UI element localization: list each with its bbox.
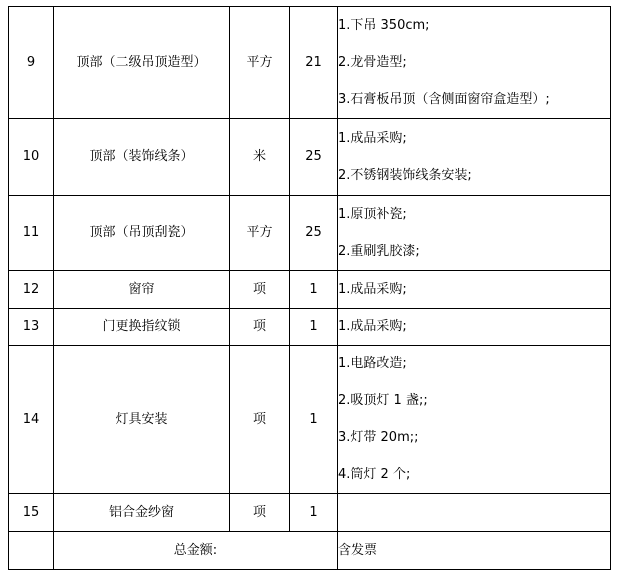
- description-line: 3.石膏板吊顶（含侧面窗帘盒造型）;: [338, 91, 550, 107]
- table-row: [9, 7, 611, 119]
- unit: 项: [230, 494, 290, 532]
- item-name: 窗帘: [54, 271, 230, 309]
- item-name: 顶部（装饰线条）: [54, 119, 230, 196]
- row-number: 9: [9, 7, 54, 119]
- quantity: 1: [290, 346, 338, 494]
- spacer: [338, 223, 610, 244]
- description-line: 2.龙骨造型;: [338, 54, 407, 70]
- spacer: [338, 147, 610, 168]
- spacer: [338, 372, 610, 393]
- description-line: 1.电路改造;: [338, 356, 407, 371]
- description-line: 1.下吊 350cm;: [338, 17, 430, 33]
- table-row: [9, 196, 611, 271]
- row-number: 13: [9, 309, 54, 346]
- unit: 项: [230, 309, 290, 346]
- item-name: 顶部（二级吊顶造型）: [54, 7, 230, 119]
- total-note: 含发票: [338, 532, 611, 570]
- quantity: 1: [290, 309, 338, 346]
- item-name: 门更换指纹锁: [54, 309, 230, 346]
- spacer: [338, 409, 610, 430]
- quantity: 1: [290, 271, 338, 309]
- item-name: 灯具安装: [54, 346, 230, 494]
- quantity: 1: [290, 494, 338, 532]
- row-number: 10: [9, 119, 54, 196]
- row-number: 14: [9, 346, 54, 494]
- unit: 项: [230, 271, 290, 309]
- table-row: [9, 494, 611, 532]
- description-line: 1.成品采购;: [338, 130, 407, 146]
- row-number: 15: [9, 494, 54, 532]
- row-number: 12: [9, 271, 54, 309]
- description-line: 2.重刷乳胶漆;: [338, 243, 420, 259]
- table-row: [9, 271, 611, 309]
- description: [338, 346, 611, 494]
- description-line: 3.灯带 20m;;: [338, 430, 419, 445]
- table-row: [9, 309, 611, 346]
- quantity: 25: [290, 119, 338, 196]
- description-line: 2.不锈钢装饰线条安装;: [338, 167, 472, 183]
- description: [338, 7, 611, 119]
- spacer: [338, 71, 610, 92]
- description: [338, 309, 611, 346]
- unit: 项: [230, 346, 290, 494]
- description-line: 1.成品采购;: [338, 319, 407, 334]
- description: [338, 494, 611, 532]
- row-number: 11: [9, 196, 54, 271]
- spacer: [338, 446, 610, 467]
- description-line: 1.原顶补瓷;: [338, 206, 407, 222]
- description-line: 4.筒灯 2 个;: [338, 467, 411, 482]
- description: [338, 271, 611, 309]
- description-line: 2.吸顶灯 1 盏;;: [338, 393, 428, 408]
- unit: 平方: [230, 196, 290, 271]
- item-name: 铝合金纱窗: [54, 494, 230, 532]
- table-row: [9, 119, 611, 196]
- description: [338, 119, 611, 196]
- empty-cell: [9, 532, 54, 570]
- quantity: 25: [290, 196, 338, 271]
- total-label: 总金额:: [54, 532, 338, 570]
- quote-table: [8, 6, 611, 570]
- description-line: 1.成品采购;: [338, 281, 407, 297]
- unit: 平方: [230, 7, 290, 119]
- description: [338, 196, 611, 271]
- item-name: 顶部（吊顶刮瓷）: [54, 196, 230, 271]
- table-row: [9, 346, 611, 494]
- total-row: [9, 532, 611, 570]
- spacer: [338, 34, 610, 55]
- quantity: 21: [290, 7, 338, 119]
- unit: 米: [230, 119, 290, 196]
